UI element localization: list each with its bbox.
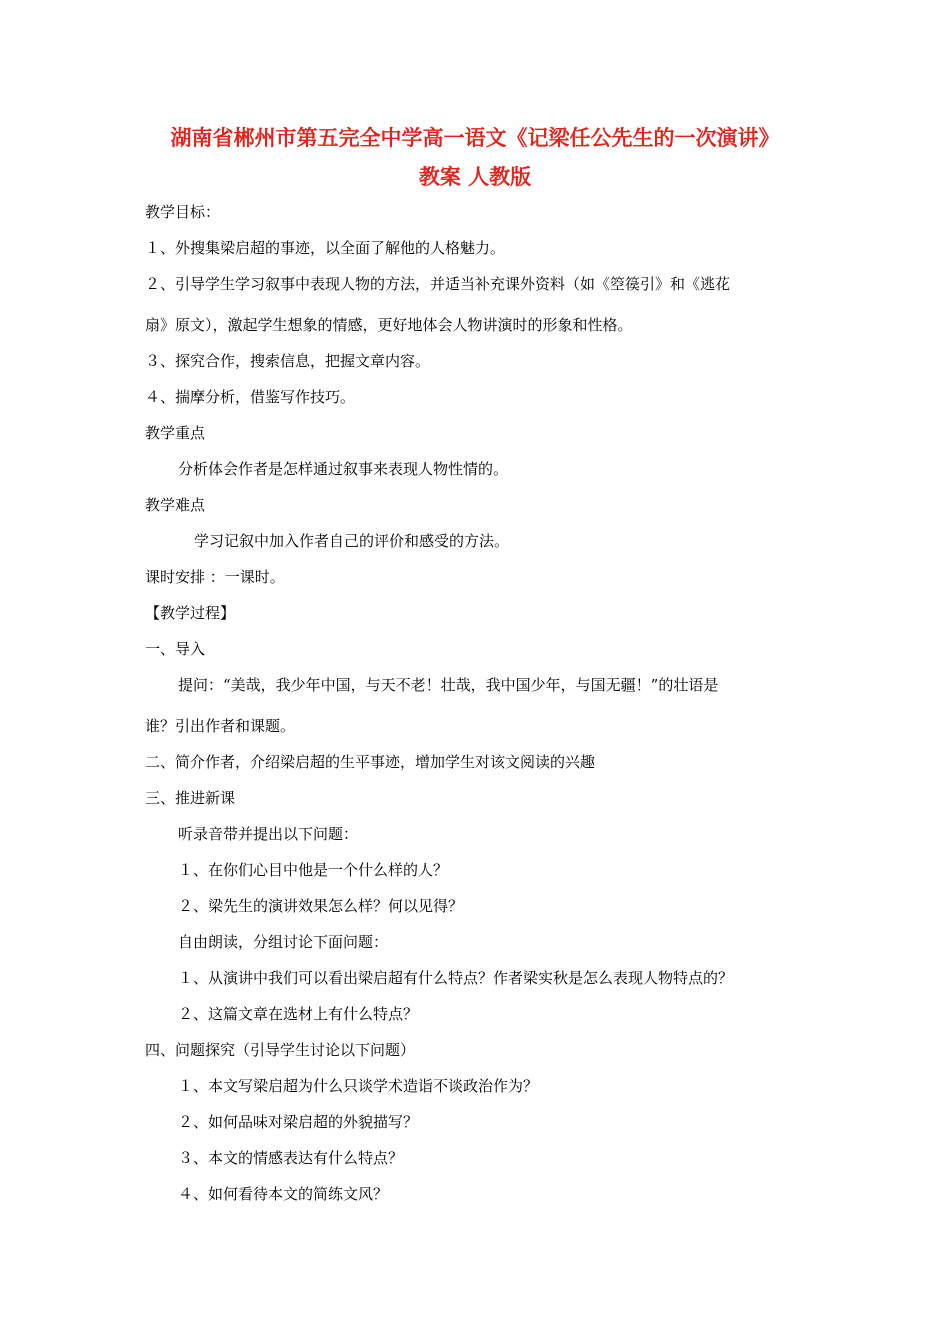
class-schedule: 课时安排 ：一课时。 (145, 568, 285, 586)
listen-question-1: １、在你们心目中他是一个什么样的人？ (178, 861, 449, 879)
inquiry-question-2: ２、如何品味对梁启超的外貌描写？ (178, 1113, 419, 1131)
listen-question-2: ２、梁先生的演讲效果怎么样？何以见得？ (178, 897, 464, 915)
reading-question-1: １、从演讲中我们可以看出梁启超有什么特点？作者梁实秋是怎么表现人物特点的？ (178, 969, 734, 987)
section-4-inquiry: 四、问题探究（引导学生讨论以下问题） (145, 1041, 416, 1059)
key-points-text: 分析体会作者是怎样通过叙事来表现人物性情的。 (178, 460, 509, 478)
section-3-new-lesson: 三、推进新课 (145, 789, 236, 807)
heading-key-points: 教学重点 (145, 424, 206, 442)
goal-item-3: ３、探究合作，搜索信息，把握文章内容。 (145, 352, 431, 370)
goal-item-1: １、外搜集梁启超的事迹，以全面了解他的人格魅力。 (145, 239, 506, 257)
document-title-line-2: 教案 人教版 (418, 165, 532, 189)
heading-difficulties: 教学难点 (145, 496, 206, 514)
goal-item-2-continued: 扇》原文），激起学生想象的情感，更好地体会人物讲演时的形象和性格。 (145, 316, 633, 334)
section-1-intro: 一、导入 (145, 640, 206, 658)
difficulties-text: 学习记叙中加入作者自己的评价和感受的方法。 (194, 532, 510, 550)
heading-teaching-goals: 教学目标： (145, 203, 221, 221)
reading-question-2: ２、这篇文章在选材上有什么特点？ (178, 1005, 419, 1023)
listen-instruction: 听录音带并提出以下问题： (178, 825, 359, 843)
intro-question: 提问：“美哉，我少年中国，与天不老！壮哉，我中国少年，与国无疆！”的壮语是 (178, 676, 719, 694)
inquiry-question-1: １、本文写梁启超为什么只谈学术造诣不谈政治作为？ (178, 1077, 539, 1095)
heading-teaching-process: 【教学过程】 (145, 604, 236, 622)
document-title-line-1: 湖南省郴州市第五完全中学高一语文《记梁任公先生的一次演讲》 (170, 126, 780, 150)
inquiry-question-4: ４、如何看待本文的简练文风？ (178, 1185, 389, 1203)
section-2-author: 二、简介作者，介绍梁启超的生平事迹，增加学生对该文阅读的兴趣 (145, 753, 596, 771)
intro-question-continued: 谁？引出作者和课题。 (145, 717, 296, 735)
goal-item-2: ２、引导学生学习叙事中表现人物的方法，并适当补充课外资料（如《箜篌引》和《逃花 (145, 275, 731, 293)
inquiry-question-3: ３、本文的情感表达有什么特点？ (178, 1149, 404, 1167)
reading-instruction: 自由朗读，分组讨论下面问题： (178, 933, 389, 951)
goal-item-4: ４、揣摩分析，借鉴写作技巧。 (145, 388, 356, 406)
